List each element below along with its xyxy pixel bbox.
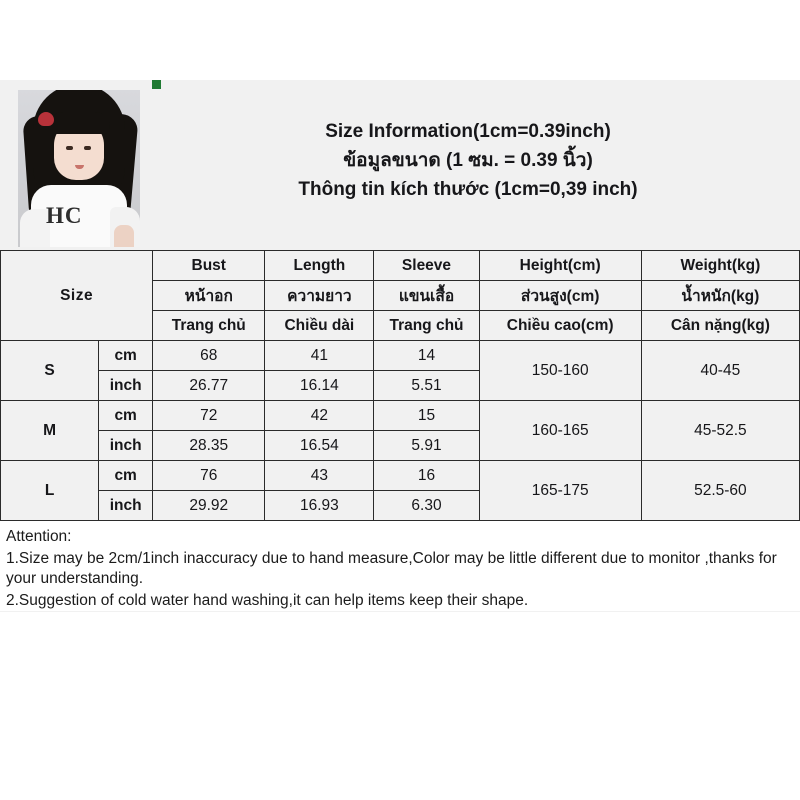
row-m-height: 160-165 (479, 401, 641, 461)
row-s-height: 150-160 (479, 341, 641, 401)
attention-block (0, 521, 800, 611)
title-thai: ข้อมูลขนาด (1 ซม. = 0.39 นิ้ว) (343, 150, 593, 172)
title-english: Size Information(1cm=0.39inch) (325, 121, 611, 143)
row-m-length-cm: 42 (265, 401, 374, 431)
row-l-bust-cm: 76 (153, 461, 265, 491)
header-sleeve-vi: Trang chủ (374, 311, 479, 341)
row-l-length-inch: 16.93 (265, 491, 374, 521)
row-m-length-inch: 16.54 (265, 431, 374, 461)
chart-header (0, 80, 800, 250)
row-size-l: L (1, 461, 99, 521)
header-size-label: Size (1, 251, 153, 341)
tshirt-print-text: HC (46, 203, 83, 228)
row-l-bust-inch: 29.92 (153, 491, 265, 521)
hair-flower-accessory (38, 112, 54, 126)
attention-note-2: 2.Suggestion of cold water hand washing,it can help items keep their shape. (6, 591, 529, 609)
model-photo-cell (0, 80, 152, 250)
header-height-vi: Chiều cao(cm) (479, 311, 641, 341)
header-weight-en: Weight(kg) (641, 251, 799, 281)
row-m-unit-inch: inch (99, 431, 153, 461)
eye-right (84, 146, 91, 150)
title-vietnamese: Thông tin kích thước (1cm=0,39 inch) (298, 178, 638, 200)
eye-left (66, 146, 73, 150)
table-header-row-en (1, 251, 800, 281)
row-s-sleeve-inch: 5.51 (374, 371, 479, 401)
row-m-unit-cm: cm (99, 401, 153, 431)
size-chart-sheet (0, 80, 800, 612)
row-s-weight: 40-45 (641, 341, 799, 401)
row-m-sleeve-cm: 15 (374, 401, 479, 431)
row-l-length-cm: 43 (265, 461, 374, 491)
row-m-bust-inch: 28.35 (153, 431, 265, 461)
row-l-height: 165-175 (479, 461, 641, 521)
hair-bangs (48, 112, 110, 134)
row-size-m: M (1, 401, 99, 461)
row-s-length-inch: 16.14 (265, 371, 374, 401)
model-arm (114, 225, 134, 247)
row-l-sleeve-inch: 6.30 (374, 491, 479, 521)
attention-heading: Attention: (6, 528, 72, 545)
attention-note-1: 1.Size may be 2cm/1inch inaccuracy due to hand measure,Color may be little different due to monitor ,thanks for your understanding. (6, 549, 777, 588)
header-sleeve-th: แขนเสื้อ (374, 281, 479, 311)
row-l-unit-inch: inch (99, 491, 153, 521)
row-l-unit-cm: cm (99, 461, 153, 491)
header-bust-th: หน้าอก (153, 281, 265, 311)
table-row (1, 341, 800, 371)
header-weight-th: น้ำหนัก(kg) (641, 281, 799, 311)
header-length-vi: Chiều dài (265, 311, 374, 341)
row-m-sleeve-inch: 5.91 (374, 431, 479, 461)
title-block (152, 80, 800, 250)
row-s-sleeve-cm: 14 (374, 341, 479, 371)
header-sleeve-en: Sleeve (374, 251, 479, 281)
row-l-sleeve-cm: 16 (374, 461, 479, 491)
header-length-th: ความยาว (265, 281, 374, 311)
row-size-s: S (1, 341, 99, 401)
row-s-unit-inch: inch (99, 371, 153, 401)
header-length-en: Length (265, 251, 374, 281)
table-row (1, 461, 800, 491)
model-photo (18, 90, 140, 247)
table-row (1, 401, 800, 431)
header-bust-en: Bust (153, 251, 265, 281)
header-height-th: ส่วนสูง(cm) (479, 281, 641, 311)
green-corner-marker (152, 80, 161, 89)
row-m-bust-cm: 72 (153, 401, 265, 431)
header-bust-vi: Trang chủ (153, 311, 265, 341)
row-s-bust-inch: 26.77 (153, 371, 265, 401)
row-s-unit-cm: cm (99, 341, 153, 371)
row-s-length-cm: 41 (265, 341, 374, 371)
header-height-en: Height(cm) (479, 251, 641, 281)
header-weight-vi: Cân nặng(kg) (641, 311, 799, 341)
row-s-bust-cm: 68 (153, 341, 265, 371)
row-m-weight: 45-52.5 (641, 401, 799, 461)
size-table (0, 250, 800, 521)
row-l-weight: 52.5-60 (641, 461, 799, 521)
